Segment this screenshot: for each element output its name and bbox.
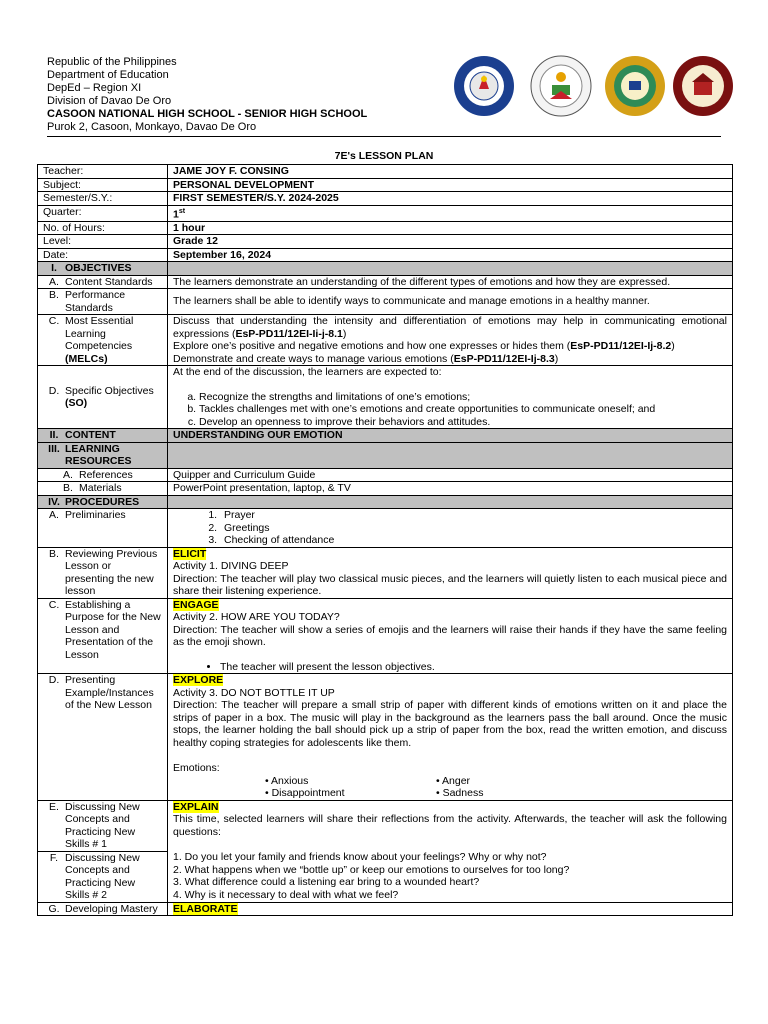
content-standards-row: A. Content Standards The learners demonstrate an understanding of the different types of emotions and how they are expressed.	[38, 275, 733, 289]
list-item: 3. Checking of attendance	[220, 534, 727, 547]
logo-strip	[453, 55, 743, 117]
question: 3. What difference could a listening ear bring to a wounded heart?	[173, 876, 480, 888]
hours-row: No. of Hours: 1 hour	[38, 221, 733, 235]
learning-resources-section-row: III. LEARNING RESOURCES	[38, 442, 733, 468]
phase-explain: EXPLAIN	[173, 800, 219, 813]
phase-elaborate: ELABORATE	[173, 902, 238, 915]
objectives-section-row: I. OBJECTIVES	[38, 262, 733, 276]
quarter-value: 1st	[168, 205, 733, 221]
developing-mastery-row: G. Developing Mastery ELABORATE	[38, 902, 733, 916]
performance-standards-row: B. Performance Standards The learners shall be able to identify ways to communicate and manage emotions in a healthy manner.	[38, 289, 733, 315]
department-of-education-seal-icon	[530, 55, 592, 117]
date-row: Date: September 16, 2024	[38, 248, 733, 262]
emotions-grid: • Anxious • Anger	[265, 774, 471, 787]
header-line: Republic of the Philippines	[47, 56, 177, 68]
semester-value: FIRST SEMESTER/S.Y. 2024-2025	[168, 192, 733, 206]
list-item: 1. Prayer	[220, 509, 727, 522]
procedures-section-row: IV. PROCEDURES	[38, 495, 733, 509]
preliminaries-list	[173, 509, 727, 547]
school-name: CASOON NATIONAL HIGH SCHOOL - SENIOR HIGH SCHOOL	[47, 108, 368, 120]
date-value: September 16, 2024	[168, 248, 733, 262]
question: 1. Do you let your family and friends know about your feelings? Why or why not?	[173, 851, 547, 863]
establishing-row: C. Establishing a Purpose for the New Lesson and Presentation of the Lesson ENGAGE Activity 2. HOW ARE YOU TODAY? Direction: The teacher will show a series of emojis and the learners will raise their hands if they have the same feeling as the emoji shown. • The teacher will present the lesson objectives.	[38, 598, 733, 674]
specific-objectives-list	[173, 391, 727, 429]
question: 4. Why is it necessary to deal with what we feel?	[173, 888, 399, 901]
phase-engage: ENGAGE	[173, 598, 219, 611]
discussing-2-row: F. Discussing New Concepts and Practicing New Skills # 2	[38, 851, 733, 902]
header-line: Division of Davao De Oro	[47, 95, 172, 107]
specific-objectives-row: D. Specific Objectives (SO) At the end of the discussion, the learners are expected to: a. Recognize the strengths and limitations of one’s emotions; b. Tackles challenges met with one’s emotions and create opportunities to communicate oneself; and c. Develop an openness to improve their behaviors and attitudes.	[38, 366, 733, 429]
melcs-text: Discuss that understanding the intensity and differentiation of emotions may help in communicating emotional expressions (EsP-PD11/12EI-Ii-j-8.1) Explore one’s positive and negative emotions and how one expresses or hides them (EsP-PD11/12EI-Ij-8.2) Demonstrate and create ways to manage various emotions (EsP-PD11/12EI-Ij-8.3)	[168, 315, 733, 366]
phase-explore: EXPLORE	[173, 674, 224, 686]
teacher-row: Teacher: JAME JOY F. CONSING	[38, 165, 733, 179]
hours-value: 1 hour	[168, 221, 733, 235]
deped-seal-icon	[453, 55, 515, 117]
phase-elicit: ELICIT	[173, 547, 207, 560]
question: 2. What happens when we “bottle up” or keep our emotions to ourselves for too long?	[173, 863, 570, 876]
list-item: • The teacher will present the lesson objectives.	[220, 661, 727, 674]
subject-value: PERSONAL DEVELOPMENT	[168, 178, 733, 192]
division-of-davao-de-oro-seal-icon	[604, 55, 666, 117]
list-item: a. Recognize the strengths and limitations of one’s emotions;	[199, 391, 727, 404]
teacher-value: JAME JOY F. CONSING	[168, 165, 733, 179]
quarter-row: Quarter: 1st	[38, 205, 733, 221]
header-rule	[47, 136, 721, 137]
semester-row: Semester/S.Y.: FIRST SEMESTER/S.Y. 2024-2025	[38, 192, 733, 206]
subject-row: Subject: PERSONAL DEVELOPMENT	[38, 178, 733, 192]
discussing-1-row: E. Discussing New Concepts and Practicing New Skills # 1 EXPLAIN This time, selected learners will share their reflections from the activity. Afterwards, the teacher will ask the following questions: 1. Do you let your family and friends know about your feelings? Why or why not? 2. What happens when we “bottle up” or keep our emotions to ourselves for too long? 3. What difference could a listening ear bring to a wounded heart? 4. Why is it necessary to deal with what we feel?	[38, 800, 733, 851]
melcs-row: C. Most Essential Learning Competencies (MELCs) Discuss that understanding the intensity and differentiation of emotions may help in communicating emotional expressions (EsP-PD11/12EI-Ii-j-8.1) Explore one’s positive and negative emotions and how one expresses or hides them (EsP-PD11/12EI-Ij-8.2) Demonstrate and create ways to manage various emotions (EsP-PD11/12EI-Ij-8.3)	[38, 315, 733, 366]
header-line: Department of Education	[47, 69, 169, 81]
level-value: Grade 12	[168, 235, 733, 249]
presenting-row: D. Presenting Example/Instances of the New Lesson EXPLORE Activity 3. DO NOT BOTTLE IT UP Direction: The teacher will prepare a small strip of paper with different kinds of emotions written on it and place the strips of paper in a box. The music will play in the background as the learners pass the ball around. Once the music stops, the learner holding the ball should pick up a strip of paper from the box, read the written emotion, and discuss healthy coping strategies for adolescents like them. Emotions: • Anxious • Anger • Disappointment • Sadness	[38, 674, 733, 801]
content-section-row: II. CONTENT UNDERSTANDING OUR EMOTION	[38, 429, 733, 443]
reviewing-row: B. Reviewing Previous Lesson or presenting the new lesson ELICIT Activity 1. DIVING DEEP Direction: The teacher will play two classical music pieces, and the learners will quietly listen to each musical piece and share their listening experience.	[38, 547, 733, 598]
lesson-plan-title: 7E's LESSON PLAN	[334, 150, 434, 162]
lesson-plan-table	[37, 164, 733, 916]
level-row: Level: Grade 12	[38, 235, 733, 249]
materials-row: B. Materials PowerPoint presentation, laptop, & TV	[38, 482, 733, 496]
school-address: Purok 2, Casoon, Monkayo, Davao De Oro	[47, 121, 257, 133]
header-line: DepEd – Region XI	[47, 82, 142, 94]
list-item: 2. Greetings	[220, 522, 727, 535]
casoon-nhs-seal-icon	[672, 55, 734, 117]
list-item: c. Develop an openness to improve their behaviors and attitudes.	[199, 416, 727, 429]
references-row: A. References Quipper and Curriculum Guide	[38, 468, 733, 482]
preliminaries-row: A. Preliminaries 1. Prayer 2. Greetings 3. Checking of attendance	[38, 509, 733, 548]
list-item: b. Tackles challenges met with one’s emotions and create opportunities to communicate oneself; and	[199, 403, 727, 416]
